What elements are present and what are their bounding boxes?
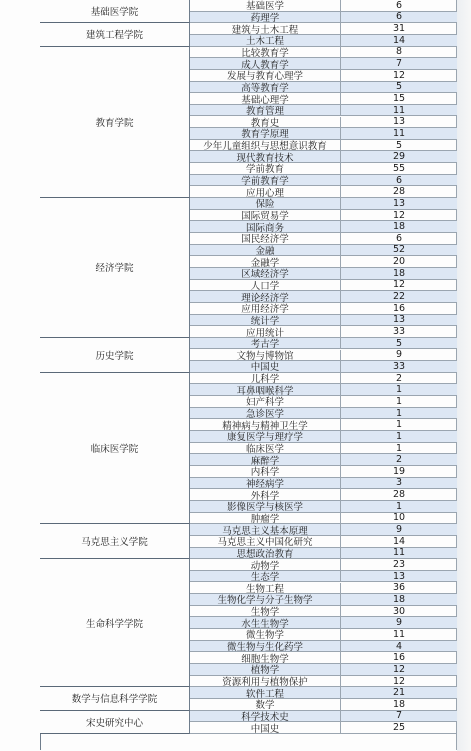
enrollment-count: 19 — [392, 465, 406, 477]
enrollment-count: 5 — [395, 337, 403, 349]
enrollment-count: 18 — [392, 593, 406, 605]
college-name: 临床医学院 — [40, 373, 190, 524]
enrollment-count: 1 — [395, 442, 403, 454]
major-name: 金融 — [190, 245, 341, 256]
college-name: 基础医学院 — [40, 0, 190, 23]
table-row — [190, 629, 457, 641]
table-row — [190, 583, 457, 595]
enrollment-count: 3 — [395, 477, 403, 489]
enrollment-count: 1 — [395, 430, 403, 442]
table-row — [190, 513, 457, 525]
major-name: 中国史 — [190, 722, 341, 733]
major-name: 马克思主义基本原理 — [190, 524, 341, 535]
enrollment-count: 31 — [392, 23, 406, 35]
enrollment-count: 1 — [395, 384, 403, 396]
enrollment-count: 12 — [392, 69, 406, 81]
enrollment-count: 21 — [392, 687, 406, 699]
enrollment-count: 52 — [392, 244, 406, 256]
major-name: 外科学 — [190, 489, 341, 500]
major-name: 数学 — [190, 699, 341, 710]
table-row — [190, 617, 457, 629]
enrollment-count: 2 — [395, 372, 403, 384]
enrollment-count: 13 — [392, 197, 406, 209]
table-row — [190, 722, 457, 734]
table-row — [190, 268, 457, 280]
enrollment-count: 14 — [392, 535, 406, 547]
major-name: 教育史 — [190, 117, 341, 128]
enrollment-count: 10 — [392, 512, 406, 524]
major-name: 生物化学与分子生物学 — [190, 594, 341, 605]
enrollment-count: 12 — [392, 675, 406, 687]
table-row — [190, 175, 457, 187]
major-name: 软件工程 — [190, 687, 341, 698]
major-name: 临床医学 — [190, 443, 341, 454]
enrollment-count: 14 — [392, 34, 406, 46]
enrollment-count: 1 — [395, 395, 403, 407]
table-row — [190, 12, 457, 24]
major-name: 国际商务 — [190, 221, 341, 232]
enrollment-count: 13 — [392, 116, 406, 128]
major-name: 细胞生物学 — [190, 652, 341, 663]
table-row — [190, 431, 457, 443]
table-row — [190, 93, 457, 105]
major-name: 统计学 — [190, 315, 341, 326]
enrollment-count: 29 — [392, 151, 406, 163]
major-name: 国际贸易学 — [190, 210, 341, 221]
table-row — [190, 571, 457, 583]
table-row — [190, 256, 457, 268]
major-name: 比较教育学 — [190, 47, 341, 58]
table-row — [190, 501, 457, 513]
major-name: 教育学原理 — [190, 128, 341, 139]
major-name: 微生物学 — [190, 629, 341, 640]
table-row — [190, 303, 457, 315]
table-row — [190, 210, 457, 222]
enrollment-count: 22 — [392, 291, 406, 303]
enrollment-count: 28 — [392, 186, 406, 198]
major-name: 少年儿童组织与思想意识教育 — [190, 140, 341, 151]
enrollment-count: 6 — [395, 174, 403, 186]
major-name: 保险 — [190, 198, 341, 209]
table-row — [190, 594, 457, 606]
major-name: 学前教育 — [190, 163, 341, 174]
major-name: 植物学 — [190, 664, 341, 675]
major-name: 应用经济学 — [190, 303, 341, 314]
table-row — [190, 419, 457, 431]
enrollment-count: 6 — [395, 11, 403, 23]
major-name: 马克思主义中国化研究 — [190, 536, 341, 547]
enrollment-count: 23 — [392, 559, 406, 571]
table-row — [190, 524, 457, 536]
enrollment-count: 1 — [395, 419, 403, 431]
major-name: 生物学 — [190, 606, 341, 617]
major-name: 急诊医学 — [190, 408, 341, 419]
enrollment-count: 2 — [395, 454, 403, 466]
major-name: 内科学 — [190, 466, 341, 477]
table-row — [190, 140, 457, 152]
enrollment-table — [40, 0, 457, 750]
college-name: 教育学院 — [40, 47, 190, 198]
major-name: 理论经济学 — [190, 291, 341, 302]
major-name: 人口学 — [190, 280, 341, 291]
major-name: 国民经济学 — [190, 233, 341, 244]
major-name: 区域经济学 — [190, 268, 341, 279]
table-row — [190, 559, 457, 571]
table-row — [190, 408, 457, 420]
major-name: 中国史 — [190, 361, 341, 372]
enrollment-count: 11 — [392, 127, 406, 139]
enrollment-count: 18 — [392, 221, 406, 233]
major-name: 水生生物学 — [190, 617, 341, 628]
major-name: 生物工程 — [190, 583, 341, 594]
major-name: 教育管理 — [190, 105, 341, 116]
college-name: 宋史研究中心 — [40, 711, 190, 734]
major-name: 耳鼻咽喉科学 — [190, 384, 341, 395]
table-row — [190, 338, 457, 350]
enrollment-count: 11 — [392, 628, 406, 640]
major-name: 金融学 — [190, 256, 341, 267]
major-name: 影像医学与核医学 — [190, 501, 341, 512]
enrollment-count: 7 — [395, 710, 403, 722]
major-name: 肿瘤学 — [190, 513, 341, 524]
major-name: 基础心理学 — [190, 93, 341, 104]
table-row — [190, 652, 457, 664]
table-row — [190, 384, 457, 396]
enrollment-count: 6 — [395, 232, 403, 244]
major-name: 应用心理 — [190, 186, 341, 197]
college-name: 建筑工程学院 — [40, 23, 190, 46]
table-row — [190, 117, 457, 129]
enrollment-count: 4 — [395, 640, 403, 652]
table-row — [190, 128, 457, 140]
enrollment-count: 28 — [392, 489, 406, 501]
college-name: 历史学院 — [40, 338, 190, 373]
table-row — [190, 454, 457, 466]
table-row — [190, 82, 457, 94]
enrollment-count: 20 — [392, 256, 406, 268]
enrollment-count: 55 — [392, 162, 406, 174]
page-edge-shadow — [457, 0, 471, 751]
table-row — [190, 221, 457, 233]
enrollment-count: 33 — [392, 360, 406, 372]
table-row — [190, 151, 457, 163]
enrollment-count: 16 — [392, 652, 406, 664]
table-row — [190, 443, 457, 455]
table-row — [190, 70, 457, 82]
table-row — [190, 105, 457, 117]
table-row — [190, 361, 457, 373]
enrollment-count: 6 — [395, 0, 403, 11]
enrollment-count: 11 — [392, 104, 406, 116]
major-name: 康复医学与理疗学 — [190, 431, 341, 442]
major-name: 思想政治教育 — [190, 548, 341, 559]
table-row — [190, 489, 457, 501]
major-name: 科学技术史 — [190, 711, 341, 722]
enrollment-count: 13 — [392, 314, 406, 326]
enrollment-count: 9 — [395, 617, 403, 629]
table-row — [190, 373, 457, 385]
table-row — [190, 186, 457, 198]
enrollment-count: 13 — [392, 570, 406, 582]
enrollment-count: 11 — [392, 547, 406, 559]
table-row — [190, 664, 457, 676]
major-name: 基础医学 — [190, 0, 341, 11]
enrollment-count: 9 — [395, 349, 403, 361]
major-name: 神经病学 — [190, 478, 341, 489]
major-name: 现代教育技术 — [190, 151, 341, 162]
major-name: 微生物与生化药学 — [190, 641, 341, 652]
enrollment-count: 1 — [395, 500, 403, 512]
major-name: 儿科学 — [190, 373, 341, 384]
major-name: 考古学 — [190, 338, 341, 349]
major-name: 妇产科学 — [190, 396, 341, 407]
major-name: 高等教育学 — [190, 82, 341, 93]
major-name: 麻醉学 — [190, 454, 341, 465]
table-row — [190, 396, 457, 408]
table-row — [190, 0, 457, 12]
table-row — [190, 676, 457, 688]
college-name: 经济学院 — [40, 198, 190, 338]
enrollment-count: 7 — [395, 58, 403, 70]
enrollment-count: 12 — [392, 209, 406, 221]
enrollment-count: 5 — [395, 81, 403, 93]
table-row — [190, 291, 457, 303]
enrollment-count: 30 — [392, 605, 406, 617]
table-row — [190, 478, 457, 490]
college-name: 生命科学学院 — [40, 559, 190, 687]
major-name: 文物与博物馆 — [190, 350, 341, 361]
enrollment-count: 12 — [392, 663, 406, 675]
enrollment-count: 15 — [392, 93, 406, 105]
college-name: 数学与信息科学学院 — [40, 687, 190, 710]
major-name: 动物学 — [190, 559, 341, 570]
table-row — [190, 466, 457, 478]
enrollment-count: 18 — [392, 267, 406, 279]
enrollment-count: 5 — [395, 139, 403, 151]
table-row — [190, 699, 457, 711]
major-name: 药理学 — [190, 12, 341, 23]
table-row — [190, 23, 457, 35]
college-name: 马克思主义学院 — [40, 524, 190, 559]
table-row — [190, 536, 457, 548]
enrollment-count: 18 — [392, 698, 406, 710]
table-row — [190, 58, 457, 70]
table-row — [190, 315, 457, 327]
table-row — [190, 641, 457, 653]
table-row — [190, 280, 457, 292]
major-name: 土木工程 — [190, 35, 341, 46]
enrollment-count: 1 — [395, 407, 403, 419]
major-name: 应用统计 — [190, 326, 341, 337]
major-name: 精神病与精神卫生学 — [190, 419, 341, 430]
major-name: 建筑与土木工程 — [190, 23, 341, 34]
table-row — [190, 548, 457, 560]
major-name: 学前教育学 — [190, 175, 341, 186]
table-row — [190, 711, 457, 723]
enrollment-count: 8 — [395, 46, 403, 58]
table-row — [190, 350, 457, 362]
table-row — [190, 233, 457, 245]
enrollment-count: 9 — [395, 524, 403, 536]
table-row — [190, 606, 457, 618]
enrollment-count: 33 — [392, 326, 406, 338]
enrollment-count: 16 — [392, 302, 406, 314]
table-row — [190, 245, 457, 257]
enrollment-count: 25 — [392, 722, 406, 734]
enrollment-count: 36 — [392, 582, 406, 594]
table-row — [190, 47, 457, 59]
table-row — [190, 163, 457, 175]
table-row — [190, 198, 457, 210]
table-row — [190, 35, 457, 47]
enrollment-count: 12 — [392, 279, 406, 291]
major-name: 发展与教育心理学 — [190, 70, 341, 81]
table-row — [190, 687, 457, 699]
major-name: 生态学 — [190, 571, 341, 582]
major-name: 资源利用与植物保护 — [190, 676, 341, 687]
major-name: 成人教育学 — [190, 58, 341, 69]
table-row — [190, 326, 457, 338]
